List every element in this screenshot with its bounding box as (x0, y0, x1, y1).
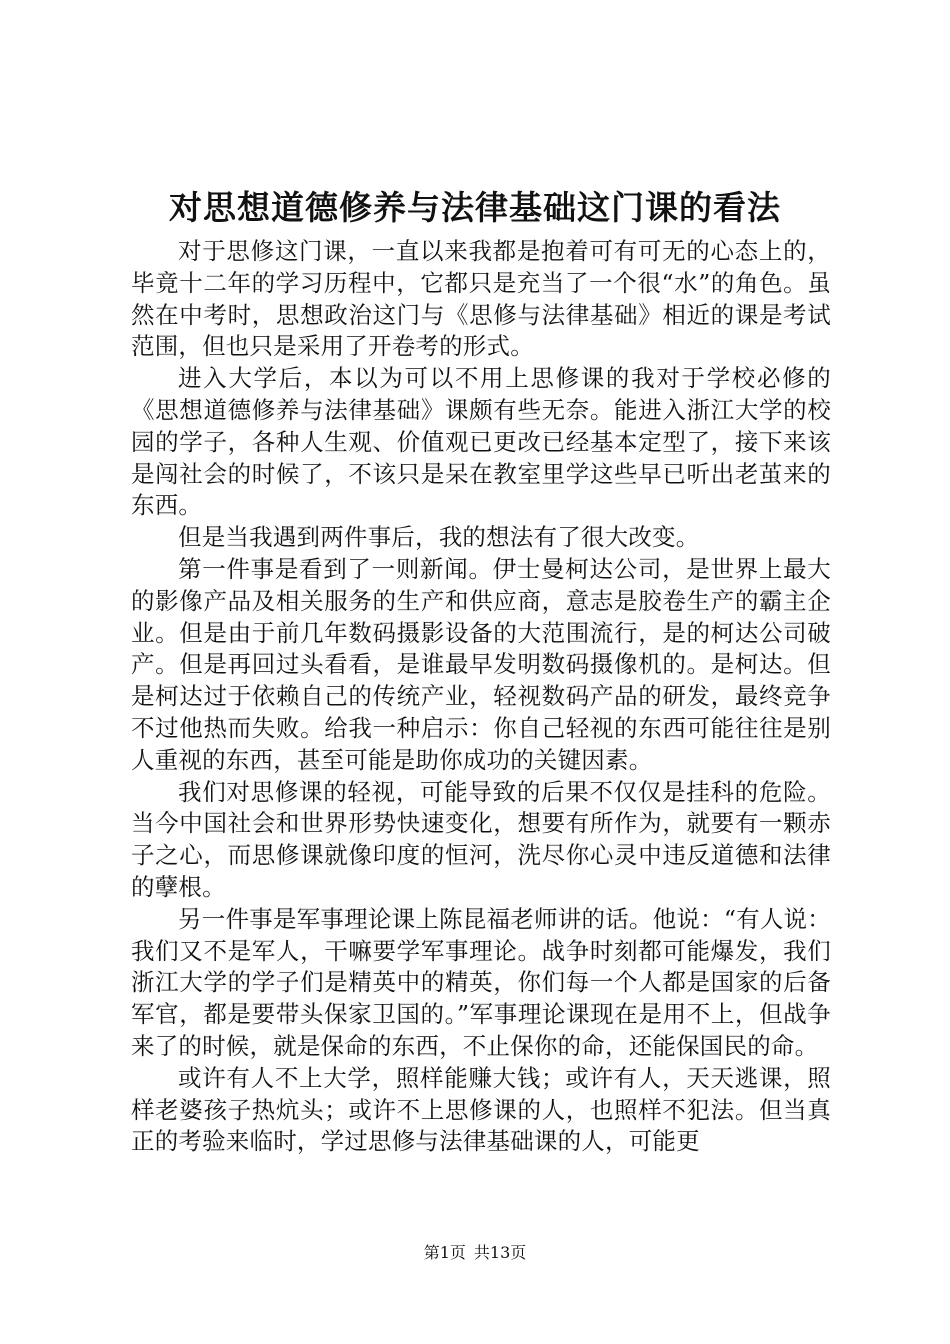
page-footer (0, 1242, 950, 1264)
page-total: 共13页 (473, 1243, 527, 1262)
document-title: 对思想道德修养与法律基础这门课的看法 (169, 188, 781, 227)
paragraph: 另一件事是军事理论课上陈昆福老师讲的话。他说：“有人说：我们又不是军人，干嘛要学军事理论。战争时刻都可能爆发，我们浙江大学的学子们是精英中的精英，你们每一个人都是国家的后备军官，都是要带头保家卫国的。”军事理论课现在是用不上，但战争来了的时候，就是保命的东西，不止保你的命，还能保国民的命。 (131, 904, 831, 1060)
paragraph: 我们对思修课的轻视，可能导致的后果不仅仅是挂科的危险。当今中国社会和世界形势快速变化，想要有所作为，就要有一颗赤子之心，而思修课就像印度的恒河，洗尽你心灵中违反道德和法律的孽根。 (131, 777, 831, 901)
paragraph: 或许有人不上大学，照样能赚大钱；或许有人，天天逃课，照样老婆孩子热炕头；或许不上思修课的人，也照样不犯法。但当真正的考验来临时，学过思修与法律基础课的人，可能更 (131, 1063, 831, 1156)
paragraph: 对于思修这门课，一直以来我都是抱着可有可无的心态上的，毕竟十二年的学习历程中，它都只是充当了一个很“水”的角色。虽然在中考时，思想政治这门与《思修与法律基础》相近的课是考试范围，但也只是采用了开卷考的形式。 (131, 237, 831, 361)
paragraph: 第一件事是看到了一则新闻。伊士曼柯达公司，是世界上最大的影像产品及相关服务的生产和供应商，意志是胶卷生产的霸主企业。但是由于前几年数码摄影设备的大范围流行，是的柯达公司破产。但是再回过头看看，是谁最早发明数码摄像机的。是柯达。但是柯达过于依赖自己的传统产业，轻视数码产品的研发，最终竞争不过他热而失败。给我一种启示：你自己轻视的东西可能往往是别人重视的东西，甚至可能是助你成功的关键因素。 (131, 554, 831, 774)
paragraph: 但是当我遇到两件事后，我的想法有了很大改变。 (178, 523, 700, 552)
document-body (131, 236, 831, 1158)
paragraph: 进入大学后，本以为可以不用上思修课的我对于学校必修的《思想道德修养与法律基础》课颇有些无奈。能进入浙江大学的校园的学子，各种人生观、价值观已更改已经基本定型了，接下来该是闯社会的时候了，不该只是呆在教室里学这些早已听出老茧来的东西。 (131, 364, 831, 520)
page-number: 第1页 (423, 1243, 466, 1262)
